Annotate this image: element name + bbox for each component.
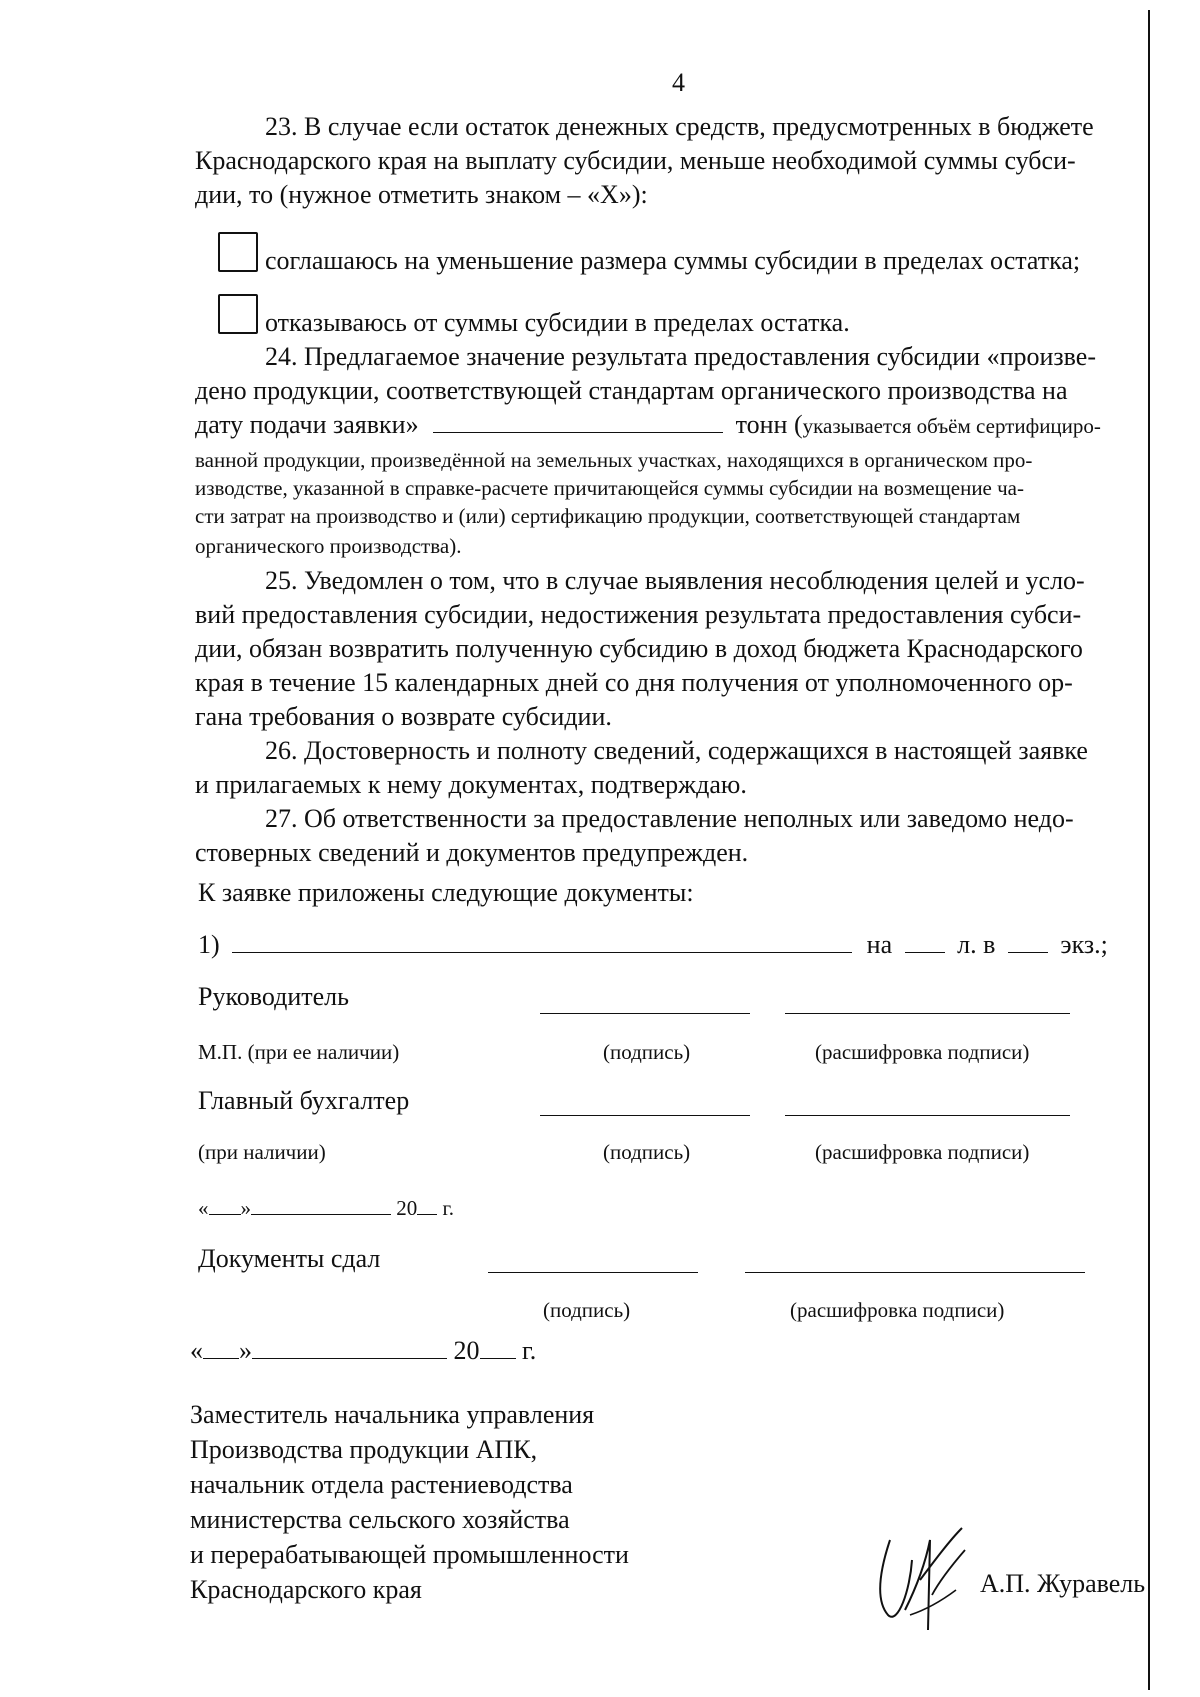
item24-note-line3: сти затрат на производство и (или) сертификацию продукции, соответствующей стандартам	[195, 504, 1021, 528]
date1-month-field[interactable]	[251, 1196, 391, 1215]
item24-line1: 24. Предлагаемое значение результата предоставления субсидии «произве-	[265, 342, 1096, 371]
date2-close-quote: »	[239, 1336, 252, 1365]
accountant-signature-caption: (подпись)	[603, 1140, 691, 1164]
date1-close-quote: »	[240, 1196, 251, 1220]
item24-note-line4: органического производства).	[195, 534, 462, 558]
signer-name: А.П. Журавель	[980, 1569, 1146, 1598]
attachment-number: 1)	[198, 930, 220, 959]
refuse-subsidy-label: отказываюсь от суммы субсидии в пределах остатка.	[265, 308, 850, 337]
head-signature-caption: (подпись)	[603, 1040, 691, 1064]
item23-line2: Краснодарского края на выплату субсидии, меньше необходимой суммы субси-	[195, 146, 1076, 175]
item24-unit: тонн (	[735, 410, 803, 439]
item27-line1: 27. Об ответственности за предоставление неполных или заведомо недо-	[265, 804, 1074, 833]
item25-line2: вий предоставления субсидии, недостижения результата предоставления субси-	[195, 600, 1082, 629]
item24-note-line1: ванной продукции, произведённой на земельных участках, находящихся в органическом про-	[195, 448, 1033, 472]
date1-year-prefix: 20	[396, 1196, 418, 1220]
attachment-name-field[interactable]	[232, 930, 852, 953]
head-label: Руководитель	[198, 982, 349, 1011]
date1-year-suffix: г.	[442, 1196, 454, 1220]
date2-month-field[interactable]	[252, 1336, 447, 1359]
handed-signature-caption: (подпись)	[543, 1298, 631, 1322]
accountant-if-any: (при наличии)	[198, 1140, 326, 1164]
item27-line2: стоверных сведений и документов предупрежден.	[195, 838, 749, 867]
stamp-label: М.П. (при ее наличии)	[198, 1040, 400, 1064]
date2-year-field[interactable]	[480, 1336, 516, 1359]
signer-title-line6: Краснодарского края	[190, 1575, 422, 1604]
attachment-na: на	[866, 930, 893, 959]
date1-open-quote: «	[198, 1196, 209, 1220]
attachment-sheets-label: л. в	[957, 930, 996, 959]
item26-line2: и прилагаемых к нему документах, подтверждаю.	[195, 770, 747, 799]
signer-title-line3: начальник отдела растениеводства	[190, 1470, 573, 1499]
item23-line3: дии, то (нужное отметить знаком – «X»):	[195, 180, 648, 209]
handed-name-line[interactable]	[745, 1272, 1085, 1273]
item26-line1: 26. Достоверность и полноту сведений, содержащихся в настоящей заявке	[265, 736, 1088, 765]
item24-date-label: дату подачи заявки»	[195, 410, 419, 439]
accountant-name-line[interactable]	[785, 1115, 1070, 1116]
handed-label: Документы сдал	[198, 1244, 381, 1273]
head-decode-caption: (расшифровка подписи)	[815, 1040, 1030, 1064]
handwritten-signature	[870, 1520, 970, 1640]
item23-line1: 23. В случае если остаток денежных средств, предусмотренных в бюджете	[265, 112, 1094, 141]
date2-year-prefix: 20	[453, 1336, 480, 1365]
item24-note-start: указывается объём сертифициро-	[802, 414, 1101, 438]
date-row-2	[190, 1336, 536, 1366]
accountant-decode-caption: (расшифровка подписи)	[815, 1140, 1030, 1164]
item24-line2: дено продукции, соответствующей стандартам органического производства на	[195, 376, 1068, 405]
item25-line3: дии, обязан возвратить полученную субсидию в доход бюджета Краснодарского	[195, 634, 1083, 663]
signer-title-line4: министерства сельского хозяйства	[190, 1505, 570, 1534]
signer-title-line1: Заместитель начальника управления	[190, 1400, 595, 1429]
item25-line1: 25. Уведомлен о том, что в случае выявления несоблюдения целей и усло-	[265, 566, 1085, 595]
item25-line5: гана требования о возврате субсидии.	[195, 702, 612, 731]
item25-line4: края в течение 15 календарных дней со дня получения от уполномоченного ор-	[195, 668, 1073, 697]
handed-signature-line[interactable]	[488, 1272, 698, 1273]
date1-year-field[interactable]	[417, 1196, 437, 1215]
signer-title-line5: и перерабатывающей промышленности	[190, 1540, 629, 1569]
refuse-subsidy-checkbox[interactable]	[218, 294, 258, 334]
head-signature-line[interactable]	[540, 1013, 750, 1014]
page-number: 4	[672, 68, 685, 97]
date1-day-field[interactable]	[209, 1196, 241, 1215]
date2-year-suffix: г.	[522, 1336, 537, 1365]
head-name-line[interactable]	[785, 1013, 1070, 1014]
item24-line3	[195, 410, 1101, 440]
handed-decode-caption: (расшифровка подписи)	[790, 1298, 1005, 1322]
agree-reduce-label: соглашаюсь на уменьшение размера суммы субсидии в пределах остатка;	[265, 246, 1081, 275]
result-value-field[interactable]	[433, 410, 723, 433]
scan-edge-line	[1148, 10, 1150, 1690]
attachments-heading: К заявке приложены следующие документы:	[198, 878, 694, 907]
accountant-label: Главный бухгалтер	[198, 1086, 410, 1115]
signer-title-line2: Производства продукции АПК,	[190, 1435, 538, 1464]
attachment-row	[198, 930, 1108, 960]
attachment-sheets-field[interactable]	[905, 930, 945, 953]
date2-open-quote: «	[190, 1336, 203, 1365]
attachment-copies-label: экз.;	[1060, 930, 1108, 959]
date-row-1	[198, 1196, 454, 1221]
agree-reduce-checkbox[interactable]	[218, 232, 258, 272]
item24-note-line2: изводстве, указанной в справке-расчете причитающейся суммы субсидии на возмещение ча-	[195, 476, 1024, 500]
attachment-copies-field[interactable]	[1008, 930, 1048, 953]
date2-day-field[interactable]	[203, 1336, 239, 1359]
accountant-signature-line[interactable]	[540, 1115, 750, 1116]
